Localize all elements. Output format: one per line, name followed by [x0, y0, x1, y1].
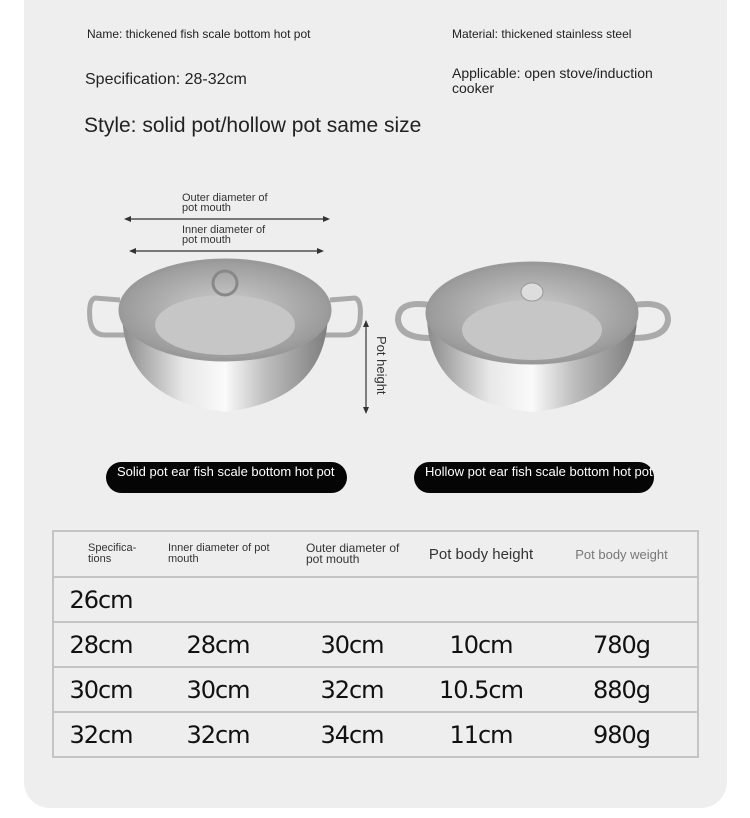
table-header-row — [53, 531, 698, 577]
name-text: Name: thickened fish scale bottom hot pot — [87, 27, 311, 41]
cell-outer: 34cm — [288, 712, 416, 757]
cell-inner: 32cm — [148, 712, 288, 757]
table-row — [53, 712, 698, 757]
cell-height: 11cm — [416, 712, 546, 757]
cell-weight — [546, 577, 698, 622]
cell-spec: 26cm — [53, 577, 148, 622]
cell-inner: 30cm — [148, 667, 288, 712]
inner-diameter-label: Inner diameter of pot mouth — [182, 224, 266, 246]
cell-weight: 780g — [546, 622, 698, 667]
cell-spec: 28cm — [53, 622, 148, 667]
cell-height: 10cm — [416, 622, 546, 667]
table-row — [53, 577, 698, 622]
style-text: Style: solid pot/hollow pot same size — [84, 114, 422, 137]
header-outer-diameter: Outer diameter of pot mouth — [306, 541, 400, 566]
header-pot-weight: Pot body weight — [575, 546, 668, 562]
specification-text: Specification: 28-32cm — [85, 71, 247, 88]
cell-inner — [148, 577, 288, 622]
hollow-pot-image — [398, 263, 668, 412]
material-text: Material: thickened stainless steel — [452, 27, 632, 41]
cell-weight: 980g — [546, 712, 698, 757]
header-pot-height: Pot body height — [428, 545, 534, 563]
pot-height-label: Pot height — [374, 336, 389, 395]
cell-outer: 30cm — [288, 622, 416, 667]
cell-spec: 30cm — [53, 667, 148, 712]
header-specifications: Specifica-tions — [88, 542, 137, 565]
cell-outer: 32cm — [288, 667, 416, 712]
cell-outer — [288, 577, 416, 622]
applicable-text: Applicable: open stove/induction cooker — [452, 65, 653, 96]
cell-height — [416, 577, 546, 622]
hollow-pot-caption: Hollow pot ear fish scale bottom hot pot — [414, 462, 654, 493]
cell-inner: 28cm — [148, 622, 288, 667]
solid-pot-image — [90, 260, 361, 412]
outer-diameter-label: Outer diameter of pot mouth — [182, 192, 268, 214]
solid-pot-caption: Solid pot ear fish scale bottom hot pot — [106, 462, 347, 493]
header-inner-diameter: Inner diameter of pot mouth — [168, 542, 270, 565]
cell-spec: 32cm — [53, 712, 148, 757]
cell-height: 10.5cm — [416, 667, 546, 712]
table-row — [53, 667, 698, 712]
size-table — [52, 530, 699, 758]
cell-weight: 880g — [546, 667, 698, 712]
table-row — [53, 622, 698, 667]
